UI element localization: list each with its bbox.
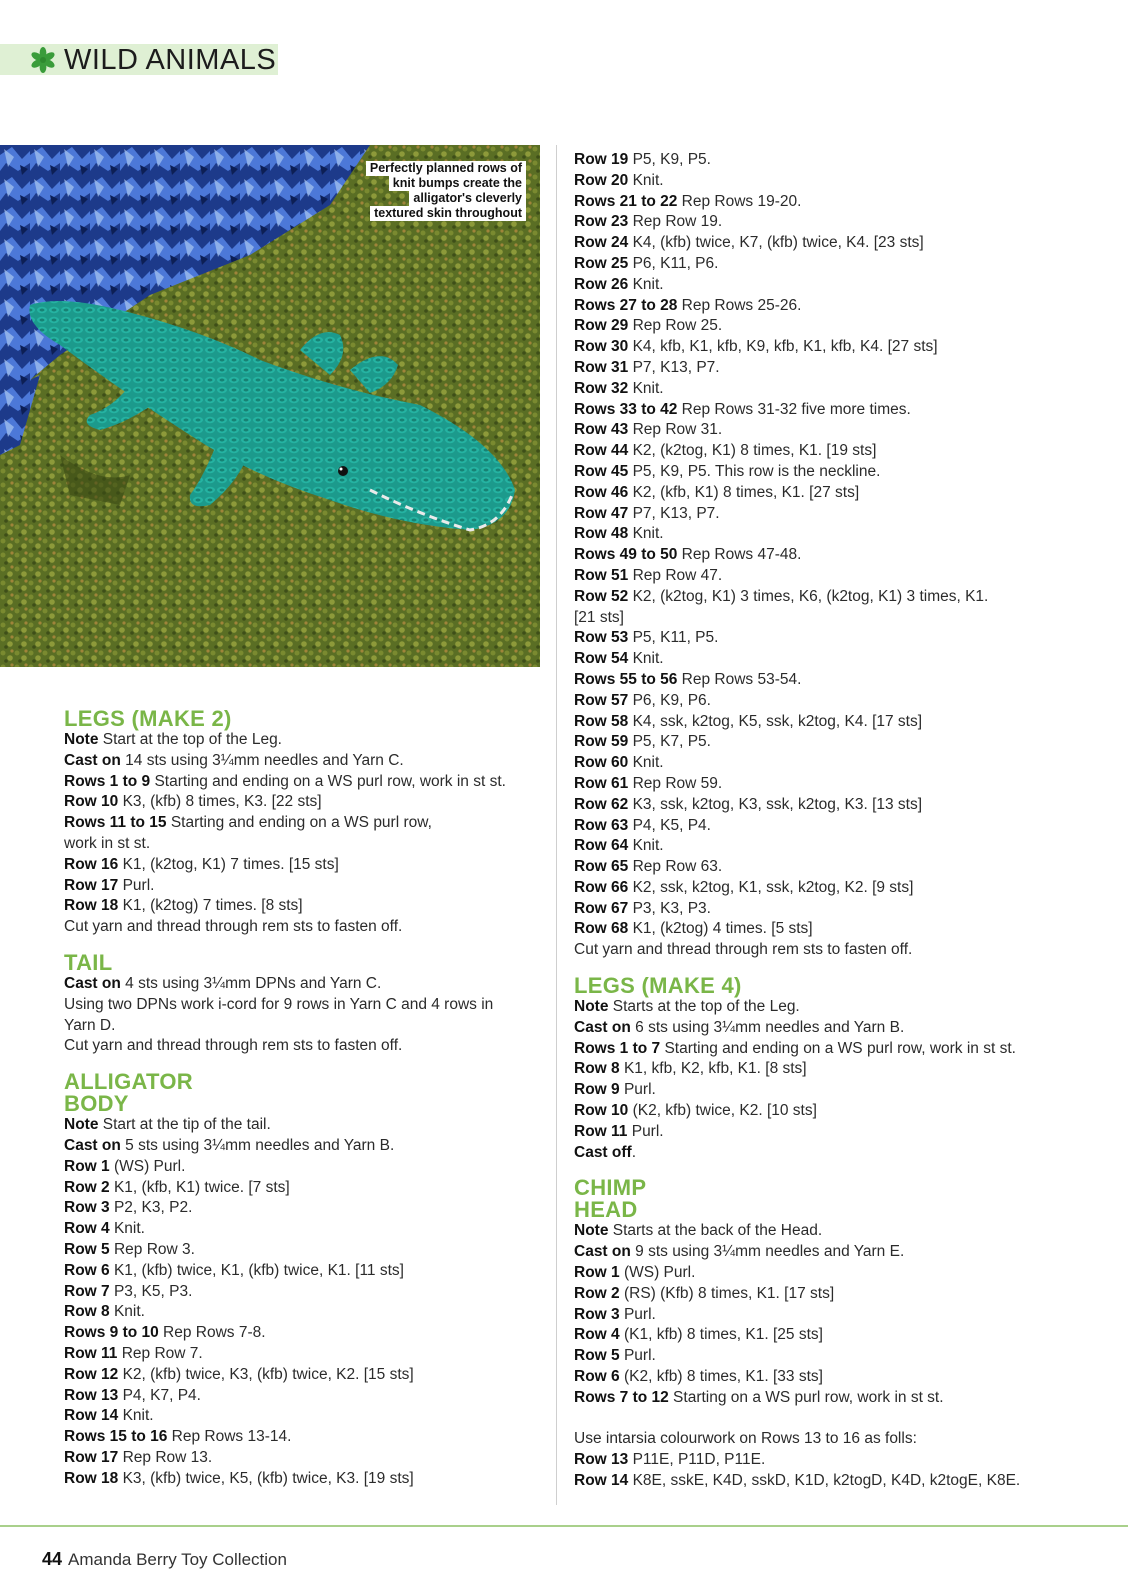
instruction-line — [64, 1365, 542, 1386]
instruction-line — [574, 1284, 1094, 1305]
instruction-line — [574, 628, 1094, 649]
instruction-line — [574, 899, 1094, 920]
instruction-label: Row 58 — [574, 712, 629, 730]
instruction-line — [574, 1039, 1094, 1060]
instruction-line — [574, 483, 1094, 504]
instruction-label: Row 61 — [574, 774, 629, 792]
instruction-line — [64, 974, 542, 995]
instruction-line — [64, 1469, 542, 1490]
instruction-label: Row 23 — [574, 213, 629, 231]
instruction-line — [64, 1344, 542, 1365]
instruction-label: Row 30 — [574, 338, 629, 356]
pattern-section — [64, 708, 542, 938]
instruction-line — [574, 254, 1094, 275]
instruction-text: Rep Rows 53-54. — [677, 670, 802, 688]
instruction-label: Rows 15 to 16 — [64, 1428, 168, 1446]
instruction-line — [64, 730, 542, 751]
instruction-line — [574, 774, 1094, 795]
instruction-text: K4, ssk, k2tog, K5, ssk, k2tog, K4. [17 sts] — [628, 712, 923, 730]
instruction-text: Use intarsia colourwork on Rows 13 to 16 as folls: — [574, 1430, 917, 1448]
instruction-text: P4, K7, P4. — [118, 1386, 201, 1404]
instruction-line — [574, 691, 1094, 712]
instruction-text: P11E, P11D, P11E. — [628, 1451, 766, 1469]
instruction-text: Cut yarn and thread through rem sts to fasten off. — [64, 918, 403, 936]
instruction-label: Row 60 — [574, 754, 629, 772]
instruction-line — [64, 1448, 542, 1469]
pattern-section — [574, 1177, 1094, 1491]
pattern-section — [574, 975, 1094, 1163]
instruction-text: (K1, kfb) 8 times, K1. [25 sts] — [619, 1326, 823, 1344]
instruction-text: K1, (k2tog, K1) 7 times. [15 sts] — [118, 855, 339, 873]
instruction-line — [64, 751, 542, 772]
instruction-text: Starts at the back of the Head. — [608, 1222, 823, 1240]
instruction-text: Knit. — [628, 379, 664, 397]
instruction-label: Cast off — [574, 1143, 632, 1161]
instruction-line — [64, 995, 542, 1016]
instruction-label: Note — [64, 1116, 99, 1134]
caption-line: knit bumps create the — [389, 176, 526, 191]
instruction-text: P7, K13, P7. — [628, 358, 720, 376]
instruction-text: Rep Row 59. — [628, 774, 723, 792]
instruction-label: Row 3 — [64, 1199, 110, 1217]
instruction-line — [64, 834, 542, 855]
instruction-text: K2, ssk, k2tog, K1, ssk, k2tog, K2. [9 sts] — [628, 878, 914, 896]
instruction-label: Row 63 — [574, 816, 629, 834]
instruction-line — [574, 608, 1094, 629]
instruction-label: Note — [574, 998, 609, 1016]
instruction-text: work in st st. — [64, 834, 151, 852]
instruction-text: Rep Rows 19-20. — [677, 192, 802, 210]
instruction-label: Row 16 — [64, 855, 119, 873]
instruction-line — [574, 1305, 1094, 1326]
instruction-line — [574, 358, 1094, 379]
instruction-text: K1, (kfb, K1) twice. [7 sts] — [109, 1178, 290, 1196]
instruction-label: Row 67 — [574, 899, 629, 917]
section-heading: HEAD — [574, 1197, 638, 1223]
instruction-text: P5, K9, P5. — [628, 151, 711, 168]
instruction-line — [574, 1101, 1094, 1122]
instruction-text: K3, (kfb) 8 times, K3. [22 sts] — [118, 793, 322, 811]
instruction-text: K8E, sskE, K4D, sskD, K1D, k2togD, K4D, k2togE, K8E. — [628, 1472, 1021, 1490]
instruction-label: Row 8 — [574, 1060, 620, 1078]
instruction-line — [574, 337, 1094, 358]
instruction-text: 4 sts using 3¼mm DPNs and Yarn C. — [120, 974, 382, 992]
instruction-label: Row 24 — [574, 234, 629, 252]
instruction-text: Rep Row 63. — [628, 858, 723, 876]
pattern-section — [574, 150, 1094, 961]
instruction-line — [64, 1157, 542, 1178]
instruction-line — [574, 1018, 1094, 1039]
instruction-label: Row 20 — [574, 171, 629, 189]
instruction-text: 9 sts using 3¼mm needles and Yarn E. — [630, 1243, 905, 1261]
instruction-line — [574, 545, 1094, 566]
instruction-text: (WS) Purl. — [109, 1157, 186, 1175]
instruction-text: P6, K9, P6. — [628, 691, 711, 709]
instruction-line — [574, 316, 1094, 337]
section-heading: ALLIGATOR — [64, 1069, 193, 1095]
instruction-line — [64, 813, 542, 834]
instruction-label: Row 54 — [574, 650, 629, 668]
caption-line: alligator's cleverly — [409, 191, 526, 206]
instruction-label: Row 14 — [64, 1407, 119, 1425]
instruction-line — [574, 1143, 1094, 1164]
instruction-label: Row 6 — [574, 1368, 620, 1386]
instruction-label: Row 1 — [574, 1264, 620, 1282]
instruction-text: Rep Row 3. — [109, 1240, 195, 1258]
instruction-label: Row 11 — [64, 1344, 118, 1362]
instruction-label: Rows 27 to 28 — [574, 296, 678, 314]
instruction-line — [574, 192, 1094, 213]
instruction-label: Row 64 — [574, 837, 629, 855]
instruction-text: K1, (k2tog) 4 times. [5 sts] — [628, 920, 813, 938]
instruction-line — [64, 1136, 542, 1157]
instruction-label: Rows 55 to 56 — [574, 670, 678, 688]
instruction-line — [574, 1122, 1094, 1143]
instruction-line — [574, 1346, 1094, 1367]
instruction-line — [64, 1016, 542, 1037]
instruction-label: Row 18 — [64, 1469, 119, 1487]
instruction-label: Rows 11 to 15 — [64, 814, 167, 832]
instruction-text: Rep Rows 47-48. — [677, 546, 802, 564]
instruction-label: Row 13 — [574, 1451, 629, 1469]
instruction-text: Starts at the top of the Leg. — [608, 998, 800, 1016]
photo-caption — [366, 161, 526, 221]
instruction-line — [574, 379, 1094, 400]
instruction-label: Row 51 — [574, 566, 629, 584]
instruction-label: Row 19 — [574, 151, 629, 168]
instruction-line — [574, 836, 1094, 857]
instruction-line — [64, 1282, 542, 1303]
instruction-line — [574, 857, 1094, 878]
instruction-label: Row 3 — [574, 1305, 620, 1323]
instruction-text: 5 sts using 3¼mm needles and Yarn B. — [120, 1136, 395, 1154]
instruction-line — [574, 150, 1094, 171]
instruction-text: Rep Row 25. — [628, 317, 723, 335]
instruction-text: 6 sts using 3¼mm needles and Yarn B. — [630, 1018, 905, 1036]
instruction-line — [574, 587, 1094, 608]
instruction-line — [574, 997, 1094, 1018]
instruction-text: K4, (kfb) twice, K7, (kfb) twice, K4. [23 sts] — [628, 234, 924, 252]
instruction-text: . — [631, 1143, 637, 1161]
instruction-text: P3, K3, P3. — [628, 899, 711, 917]
instruction-label: Row 17 — [64, 876, 119, 894]
instruction-line — [574, 816, 1094, 837]
instruction-line — [574, 566, 1094, 587]
instruction-label: Row 2 — [574, 1284, 620, 1302]
instruction-line — [574, 940, 1094, 961]
instruction-text: Start at the top of the Leg. — [98, 731, 282, 748]
instruction-text: 14 sts using 3¼mm needles and Yarn C. — [120, 751, 404, 769]
instruction-line — [64, 1178, 542, 1199]
instruction-line — [574, 1388, 1094, 1409]
instruction-line — [64, 1427, 542, 1448]
instruction-line — [64, 917, 542, 938]
instruction-text: Rep Row 7. — [117, 1344, 203, 1362]
instruction-text: Purl. — [619, 1081, 656, 1099]
instruction-line — [574, 441, 1094, 462]
instruction-text: (WS) Purl. — [619, 1264, 696, 1282]
instruction-label: Row 12 — [64, 1365, 119, 1383]
instruction-label: Row 13 — [64, 1386, 119, 1404]
section-heading: TAIL — [64, 949, 113, 975]
instruction-label: Row 2 — [64, 1178, 110, 1196]
instruction-line — [64, 792, 542, 813]
instruction-label: Row 65 — [574, 858, 629, 876]
instruction-line — [574, 400, 1094, 421]
instruction-text: Cut yarn and thread through rem sts to fasten off. — [574, 941, 913, 959]
instruction-label: Row 4 — [574, 1326, 620, 1344]
instruction-text: P6, K11, P6. — [628, 254, 719, 272]
instruction-label: Row 25 — [574, 254, 629, 272]
instruction-text: Start at the tip of the tail. — [98, 1116, 271, 1134]
instruction-line — [574, 1367, 1094, 1388]
instruction-line — [64, 876, 542, 897]
caption-line: textured skin throughout — [370, 206, 526, 221]
instruction-line — [574, 504, 1094, 525]
section-heading: LEGS (MAKE 4) — [574, 973, 742, 999]
instruction-label: Row 43 — [574, 421, 629, 439]
instruction-text: K4, kfb, K1, kfb, K9, kfb, K1, kfb, K4. [27 sts] — [628, 338, 938, 356]
instruction-label: Row 4 — [64, 1220, 110, 1238]
instruction-line — [64, 896, 542, 917]
instruction-line — [574, 1080, 1094, 1101]
instruction-text: Knit. — [628, 650, 664, 668]
instruction-line — [574, 919, 1094, 940]
instruction-text: Using two DPNs work i-cord for 9 rows in Yarn C and 4 rows in — [64, 995, 494, 1013]
instruction-label: Cast on — [64, 751, 121, 769]
instruction-line — [64, 1198, 542, 1219]
instruction-label: Row 5 — [574, 1347, 620, 1365]
instruction-text: P2, K3, P2. — [109, 1199, 193, 1217]
instruction-text: Knit. — [109, 1303, 145, 1321]
instruction-text: Knit. — [628, 171, 664, 189]
instruction-label: Row 44 — [574, 442, 629, 460]
instruction-text: Rep Rows 31-32 five more times. — [677, 400, 911, 418]
instruction-text: Knit. — [628, 754, 664, 772]
instruction-line — [574, 1242, 1094, 1263]
instruction-line — [64, 1302, 542, 1323]
instruction-text: K1, kfb, K2, kfb, K1. [8 sts] — [619, 1060, 807, 1078]
instruction-text: K2, (kfb) twice, K3, (kfb) twice, K2. [15 sts] — [118, 1365, 414, 1383]
alligator-photo — [0, 145, 540, 667]
instruction-text: Rep Rows 13-14. — [167, 1428, 292, 1446]
instruction-text: K2, (k2tog, K1) 8 times, K1. [19 sts] — [628, 442, 877, 460]
instruction-line — [574, 753, 1094, 774]
instruction-line — [574, 1059, 1094, 1080]
column-divider — [556, 145, 557, 1505]
alligator-illustration — [0, 145, 540, 667]
section-heading: BODY — [64, 1091, 129, 1117]
instruction-label: Row 6 — [64, 1261, 110, 1279]
instruction-text: K1, (kfb) twice, K1, (kfb) twice, K1. [11 sts] — [109, 1261, 404, 1279]
instruction-label: Row 53 — [574, 629, 629, 647]
instruction-label: Rows 21 to 22 — [574, 192, 678, 210]
instruction-line — [574, 649, 1094, 670]
header-title: WILD ANIMALS — [64, 43, 277, 76]
instruction-label: Rows 1 to 9 — [64, 772, 151, 790]
instruction-label: Row 11 — [574, 1122, 628, 1140]
instruction-text: K3, ssk, k2tog, K3, ssk, k2tog, K3. [13 sts] — [628, 795, 923, 813]
instruction-line — [574, 212, 1094, 233]
instruction-text: Rep Rows 7-8. — [158, 1324, 266, 1342]
instruction-label: Row 48 — [574, 525, 629, 543]
section-heading: CHIMP — [574, 1175, 647, 1201]
instruction-text: (K2, kfb) 8 times, K1. [33 sts] — [619, 1368, 823, 1386]
instruction-text: K1, (k2tog) 7 times. [8 sts] — [118, 897, 303, 915]
instruction-line — [64, 1240, 542, 1261]
instruction-text: P4, K5, P4. — [628, 816, 711, 834]
page-number: 44 — [42, 1549, 63, 1569]
pattern-section — [64, 1071, 542, 1489]
instruction-label: Row 59 — [574, 733, 629, 751]
instruction-text: P5, K9, P5. This row is the neckline. — [628, 462, 881, 480]
instruction-text: P7, K13, P7. — [628, 504, 720, 522]
instruction-text: P5, K7, P5. — [628, 733, 711, 751]
instruction-label: Row 46 — [574, 483, 629, 501]
section-heading: LEGS (MAKE 2) — [64, 706, 232, 731]
instruction-text: Yarn D. — [64, 1016, 116, 1034]
instruction-label: Cast on — [574, 1243, 631, 1261]
instruction-label: Row 52 — [574, 587, 629, 605]
instruction-text: Knit. — [628, 525, 664, 543]
instruction-text: K2, (kfb, K1) 8 times, K1. [27 sts] — [628, 483, 860, 501]
publication-title: Amanda Berry Toy Collection — [68, 1550, 287, 1569]
instruction-line — [64, 1261, 542, 1282]
instruction-text: Knit. — [628, 275, 664, 293]
instruction-text: Cut yarn and thread through rem sts to fasten off. — [64, 1037, 403, 1055]
footer-rule — [0, 1525, 1128, 1527]
instruction-label: Row 26 — [574, 275, 629, 293]
instruction-label: Row 10 — [64, 793, 119, 811]
instruction-text: (K2, kfb) twice, K2. [10 sts] — [628, 1102, 817, 1120]
blank-line — [574, 1409, 1094, 1430]
pattern-section — [64, 949, 542, 1057]
instruction-text: Rep Rows 25-26. — [677, 296, 802, 314]
instruction-label: Rows 1 to 7 — [574, 1039, 661, 1057]
caption-line: Perfectly planned rows of — [366, 161, 526, 176]
instruction-text: Purl. — [118, 876, 155, 894]
instruction-line — [64, 1323, 542, 1344]
instruction-line — [64, 1386, 542, 1407]
instruction-line — [574, 524, 1094, 545]
instruction-text: Starting and ending on a WS purl row, — [166, 814, 432, 832]
instruction-line — [574, 732, 1094, 753]
instruction-text: Knit. — [109, 1220, 145, 1238]
instruction-line — [574, 1263, 1094, 1284]
instruction-line — [574, 1221, 1094, 1242]
instruction-label: Note — [64, 731, 99, 748]
instruction-label: Row 68 — [574, 920, 629, 938]
instruction-label: Row 9 — [574, 1081, 620, 1099]
instruction-label: Row 45 — [574, 462, 629, 480]
instruction-text: Knit. — [118, 1407, 154, 1425]
instruction-line — [64, 855, 542, 876]
instruction-line — [574, 1325, 1094, 1346]
instruction-line — [574, 462, 1094, 483]
instruction-line — [574, 712, 1094, 733]
page-footer — [42, 1549, 287, 1570]
instruction-text: Purl. — [627, 1122, 664, 1140]
instruction-label: Row 18 — [64, 897, 119, 915]
instruction-text: Rep Row 13. — [118, 1448, 213, 1466]
right-column — [574, 150, 1094, 1506]
instruction-label: Row 47 — [574, 504, 629, 522]
instruction-line — [574, 878, 1094, 899]
instruction-label: Cast on — [64, 974, 121, 992]
instruction-text: Starting on a WS purl row, work in st st. — [668, 1388, 944, 1406]
instruction-text: Rep Row 47. — [628, 566, 723, 584]
instruction-text: Starting and ending on a WS purl row, work in st st. — [660, 1039, 1016, 1057]
instruction-label: Rows 7 to 12 — [574, 1388, 669, 1406]
instruction-line — [574, 1429, 1094, 1450]
instruction-line — [574, 171, 1094, 192]
instruction-label: Note — [574, 1222, 609, 1240]
instruction-line — [64, 1036, 542, 1057]
instruction-text: (RS) (Kfb) 8 times, K1. [17 sts] — [619, 1284, 835, 1302]
instruction-text: Knit. — [628, 837, 664, 855]
instruction-label: Cast on — [64, 1136, 121, 1154]
flower-asterisk-icon — [30, 47, 56, 73]
instruction-text: Purl. — [619, 1305, 656, 1323]
instruction-label: Row 10 — [574, 1102, 629, 1120]
instruction-label: Row 31 — [574, 358, 629, 376]
instruction-label: Rows 9 to 10 — [64, 1324, 159, 1342]
instruction-line — [64, 1115, 542, 1136]
instruction-text: K2, (k2tog, K1) 3 times, K6, (k2tog, K1) 3 times, K1. — [628, 587, 989, 605]
instruction-text: Purl. — [619, 1347, 656, 1365]
instruction-text: [21 sts] — [574, 608, 624, 626]
instruction-text: Rep Row 31. — [628, 421, 723, 439]
section-header — [30, 43, 276, 77]
instruction-line — [574, 1471, 1094, 1492]
instruction-line — [64, 1219, 542, 1240]
instruction-label: Row 5 — [64, 1240, 110, 1258]
instruction-label: Row 29 — [574, 317, 629, 335]
instruction-text: P3, K5, P3. — [109, 1282, 193, 1300]
instruction-label: Row 7 — [64, 1282, 110, 1300]
instruction-label: Row 32 — [574, 379, 629, 397]
instruction-label: Cast on — [574, 1018, 631, 1036]
instruction-text: P5, K11, P5. — [628, 629, 719, 647]
instruction-line — [574, 1450, 1094, 1471]
instruction-label: Rows 33 to 42 — [574, 400, 678, 418]
instruction-line — [64, 1406, 542, 1427]
instruction-label: Row 17 — [64, 1448, 119, 1466]
instruction-line — [574, 420, 1094, 441]
instruction-line — [64, 772, 542, 793]
instruction-label: Row 66 — [574, 878, 629, 896]
instruction-label: Rows 49 to 50 — [574, 546, 678, 564]
left-column — [64, 708, 542, 1504]
instruction-text: Starting and ending on a WS purl row, work in st st. — [150, 772, 506, 790]
instruction-label: Row 8 — [64, 1303, 110, 1321]
instruction-line — [574, 670, 1094, 691]
instruction-text: Rep Row 19. — [628, 213, 723, 231]
instruction-label: Row 1 — [64, 1157, 110, 1175]
instruction-line — [574, 795, 1094, 816]
instruction-text: K3, (kfb) twice, K5, (kfb) twice, K3. [19 sts] — [118, 1469, 414, 1487]
instruction-line — [574, 233, 1094, 254]
instruction-label: Row 62 — [574, 795, 629, 813]
instruction-label: Row 14 — [574, 1472, 629, 1490]
instruction-label: Row 57 — [574, 691, 629, 709]
instruction-line — [574, 275, 1094, 296]
instruction-line — [574, 296, 1094, 317]
